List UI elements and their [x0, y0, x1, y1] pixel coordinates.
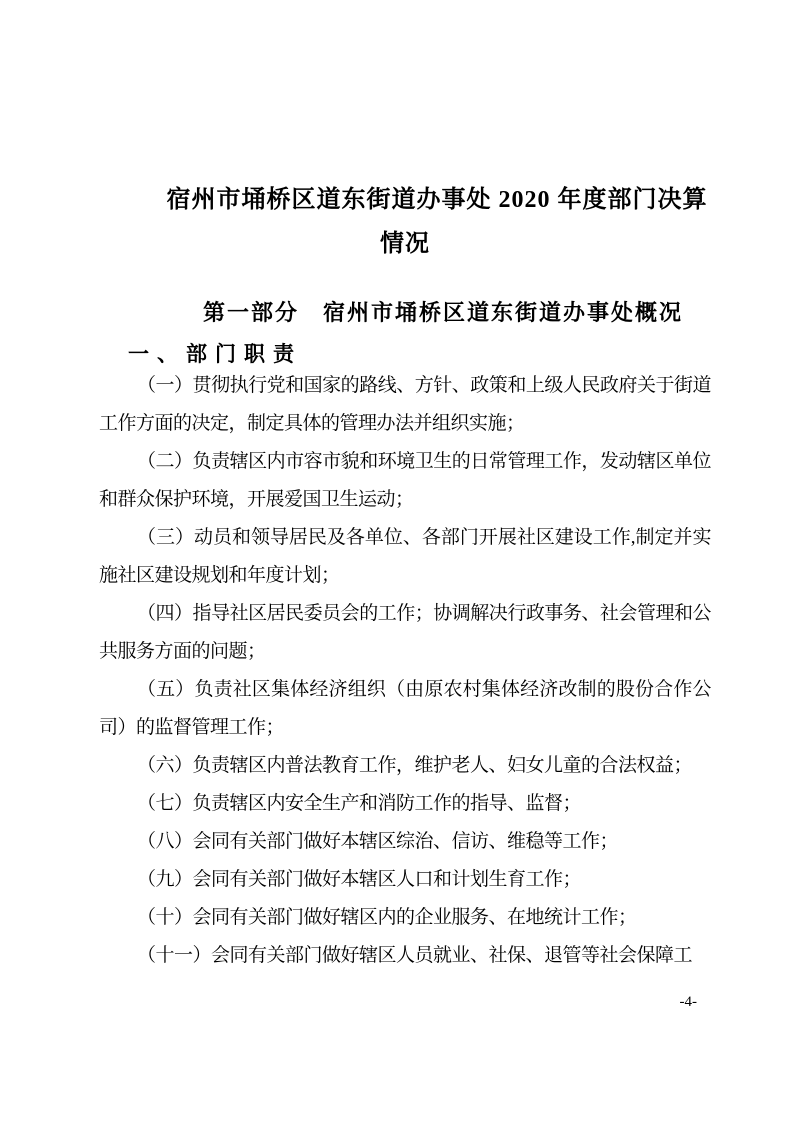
paragraph-11: （十一）会同有关部门做好辖区人员就业、社保、退管等社会保障工 — [137, 945, 693, 966]
paragraph-10: （十）会同有关部门做好辖区内的企业服务、在地统计工作； — [137, 907, 637, 928]
paragraph-9: （九）会同有关部门做好本辖区人口和计划生育工作； — [137, 869, 582, 890]
paragraph-8: （八）会同有关部门做好本辖区综治、信访、维稳等工作； — [137, 831, 619, 852]
document-title-line2: 情况 — [380, 231, 430, 257]
paragraph-1: （一）贯彻执行党和国家的路线、方针、政策和上级人民政府关于街道工作方面的决定，制定具体的管理办法并组织实施； — [99, 375, 711, 434]
document-title — [99, 178, 711, 266]
paragraph-4: （四）指导社区居民委员会的工作；协调解决行政事务、社会管理和公共服务方面的问题； — [99, 603, 711, 662]
subsection-heading: 一、部门职责 — [128, 343, 302, 366]
document-title-line1: 宿州市埇桥区道东街道办事处 2020 年度部门决算 — [166, 187, 708, 213]
paragraph-7: （七）负责辖区内安全生产和消防工作的指导、监督； — [137, 793, 582, 814]
paragraph-5: （五）负责社区集体经济组织（由原农村集体经济改制的股份合作公司）的监督管理工作； — [99, 679, 711, 738]
page-number: -4- — [679, 994, 697, 1010]
body-paragraphs — [99, 367, 711, 975]
paragraph-2: （二）负责辖区内市容市貌和环境卫生的日常管理工作，发动辖区单位和群众保护环境，开展爱国卫生运动； — [99, 451, 711, 510]
paragraph-6: （六）负责辖区内普法教育工作，维护老人、妇女儿童的合法权益； — [137, 755, 693, 776]
paragraph-3: （三）动员和领导居民及各单位、各部门开展社区建设工作,制定并实施社区建设规划和年度计划； — [99, 527, 711, 586]
section-heading: 第一部分 宿州市埇桥区道东街道办事处概况 — [202, 300, 683, 325]
